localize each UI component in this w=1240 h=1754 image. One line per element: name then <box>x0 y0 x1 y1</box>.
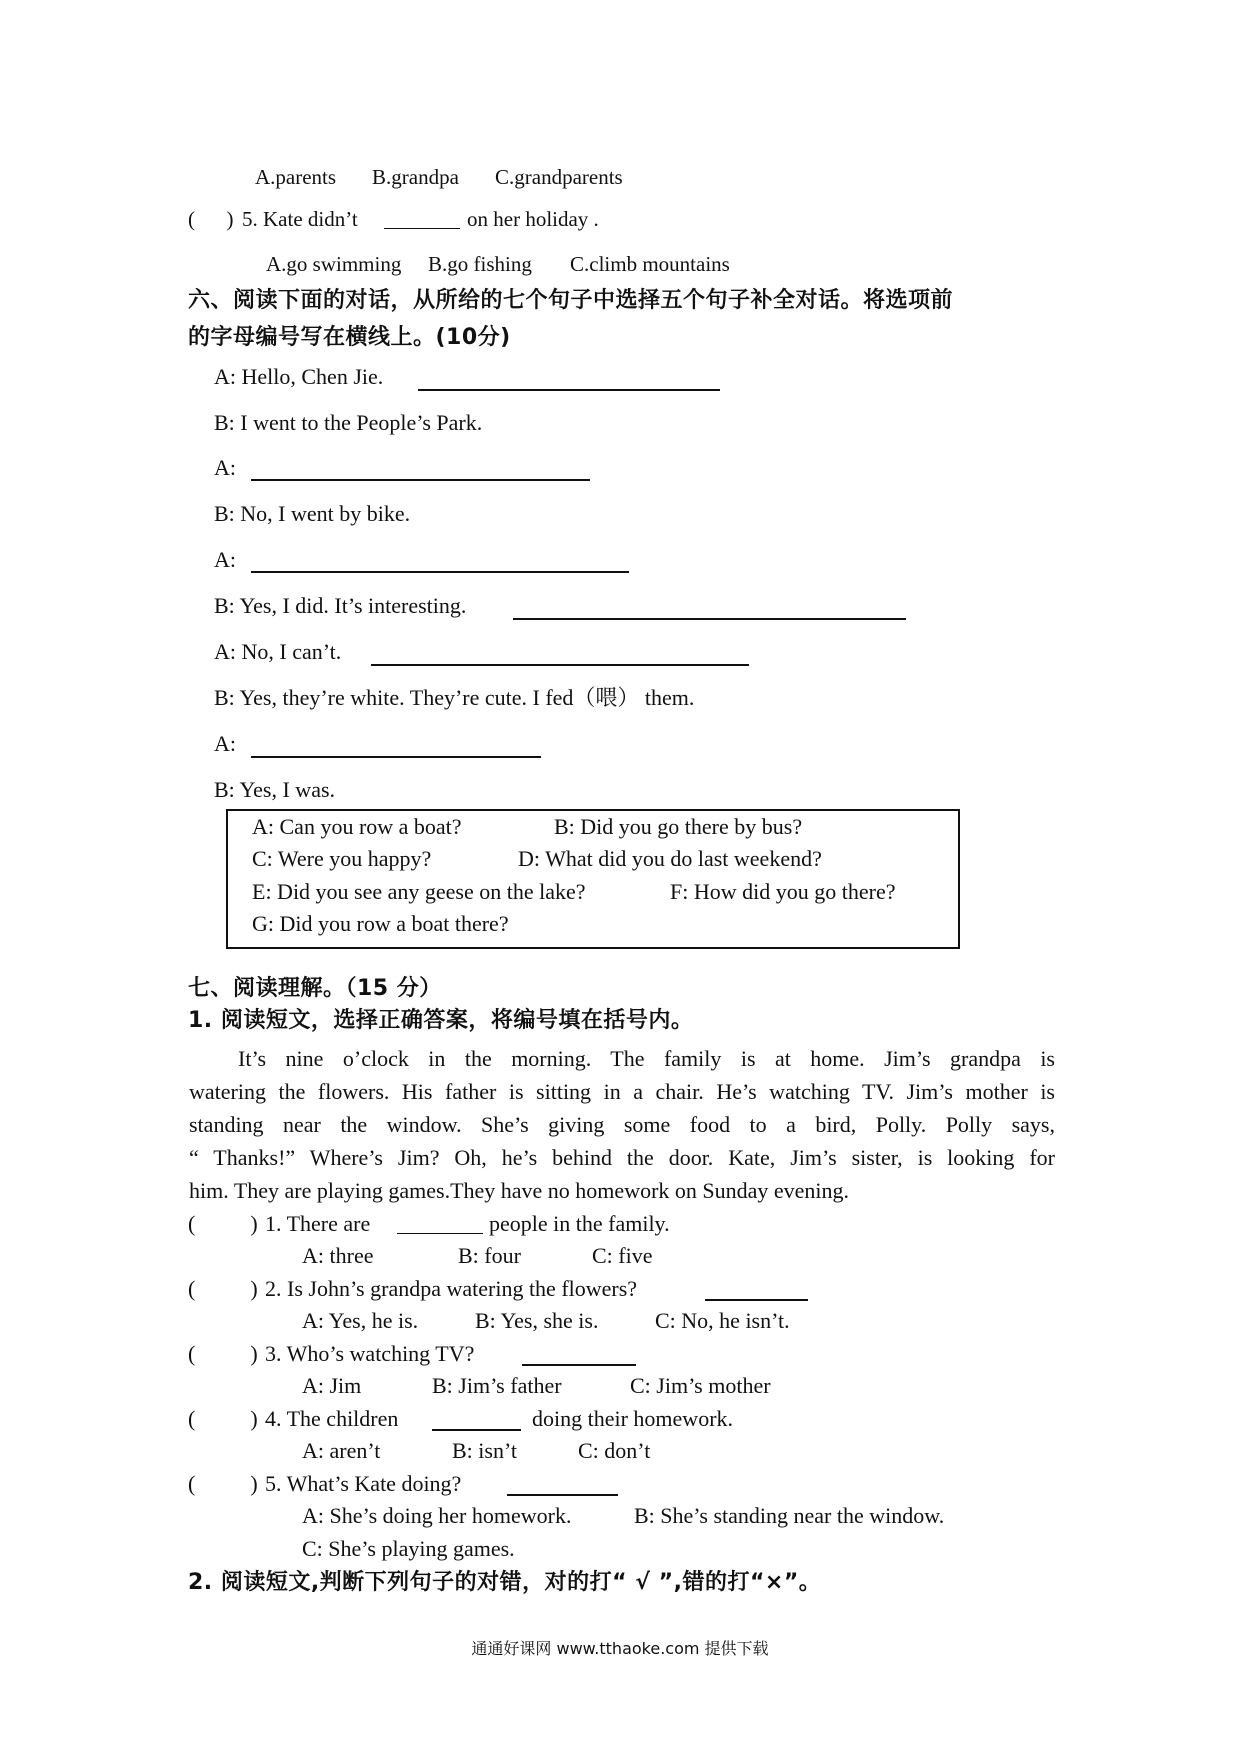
passage-line-3: standing near the window. She’s giving some food to a bird, Polly. Polly says, <box>189 1112 1055 1137</box>
footer-credit: 通通好课网 www.tthaoke.com 提供下载 <box>471 1639 769 1658</box>
q2-prefix: 2. Is John’s grandpa watering the flowers? <box>265 1276 638 1301</box>
option-e: E: Did you see any geese on the lake? <box>252 879 586 904</box>
q4-paren: ( ) <box>188 1406 258 1431</box>
q1-suffix: people in the family. <box>489 1211 670 1236</box>
q5-paren: ( ) <box>188 1471 258 1496</box>
q3-prefix: 3. Who’s watching TV? <box>265 1341 475 1366</box>
answer-blank-2 <box>251 479 590 481</box>
option-a: A: Can you row a boat? <box>252 814 462 839</box>
q5-prefix: 5. What’s Kate doing? <box>265 1471 462 1496</box>
q4-option-c: C: don’t <box>578 1438 651 1463</box>
dialogue-line-10: B: Yes, I was. <box>214 777 336 802</box>
q5-answer-blank <box>507 1494 618 1496</box>
q2-option-b: B: Yes, she is. <box>475 1308 599 1333</box>
dialogue-line-9: A: <box>214 731 236 756</box>
q2-option-a: A: Yes, he is. <box>302 1308 419 1333</box>
passage-line-1: It’s nine o’clock in the morning. The family is at home. Jim’s grandpa is <box>238 1046 1055 1071</box>
q1-paren: ( ) <box>188 1211 258 1236</box>
answer-blank-3 <box>251 571 629 573</box>
dialogue-line-6: B: Yes, I did. It’s interesting. <box>214 593 467 618</box>
part6-header-line1: 六、阅读下面的对话，从所给的七个句子中选择五个句子补全对话。将选项前 <box>188 288 954 313</box>
q4-suffix: doing their homework. <box>532 1406 734 1431</box>
dialogue-line-7: A: No, I can’t. <box>214 639 342 664</box>
answer-blank-6 <box>251 756 541 758</box>
q3-option-b: B: Jim’s father <box>432 1373 562 1398</box>
dialogue-line-2: B: I went to the People’s Park. <box>214 410 483 435</box>
q4-option-a: A.parents <box>255 165 337 189</box>
passage-line-4: “ Thanks!” Where’s Jim? Oh, he’s behind the door. Kate, Jim’s sister, is looking for <box>189 1145 1055 1170</box>
q5-suffix: on her holiday . <box>467 207 599 231</box>
q5-option-c: C: She’s playing games. <box>302 1536 515 1561</box>
q5-option-a: A: She’s doing her homework. <box>302 1503 572 1528</box>
dialogue-line-5: A: <box>214 547 236 572</box>
q5-prefix: 5. Kate didn’t <box>242 207 358 231</box>
q4-option-c: C.grandparents <box>495 165 623 189</box>
part7-sub1-header: 1. 阅读短文，选择正确答案，将编号填在括号内。 <box>188 1008 694 1033</box>
q5-option-c: C.climb mountains <box>570 252 730 276</box>
answer-blank-4 <box>513 618 906 620</box>
part7-header: 七、阅读理解。（15 分） <box>188 976 442 1001</box>
q1-option-b: B: four <box>458 1243 521 1268</box>
option-c: C: Were you happy? <box>252 846 432 871</box>
q3-option-c: C: Jim’s mother <box>630 1373 771 1398</box>
dialogue-line-3: A: <box>214 455 236 480</box>
q3-option-a: A: Jim <box>302 1373 362 1398</box>
q1-prefix: 1. There are <box>265 1211 371 1236</box>
q5-blank <box>384 228 460 229</box>
answer-blank-5 <box>371 664 749 666</box>
option-b: B: Did you go there by bus? <box>554 814 803 839</box>
q4-option-b: B.grandpa <box>372 165 459 189</box>
dialogue-line-4: B: No, I went by bike. <box>214 501 411 526</box>
option-f: F: How did you go there? <box>670 879 896 904</box>
q4-option-a: A: aren’t <box>302 1438 381 1463</box>
passage-line-5: him. They are playing games.They have no homework on Sunday evening. <box>189 1178 850 1203</box>
q2-paren: ( ) <box>188 1276 258 1301</box>
q5-option-a: A.go swimming <box>266 252 402 276</box>
passage-line-2: watering the flowers. His father is sitting in a chair. He’s watching TV. Jim’s mother is <box>189 1079 1055 1104</box>
part6-header-line2: 的字母编号写在横线上。(10分) <box>188 325 511 350</box>
answer-blank-1 <box>418 389 720 391</box>
dialogue-line-1: A: Hello, Chen Jie. <box>214 364 384 389</box>
q1-option-c: C: five <box>592 1243 653 1268</box>
option-d: D: What did you do last weekend? <box>518 846 822 871</box>
q3-paren: ( ) <box>188 1341 258 1366</box>
q2-option-c: C: No, he isn’t. <box>655 1308 790 1333</box>
q3-blank <box>522 1364 636 1366</box>
part7-sub2-header: 2. 阅读短文,判断下列句子的对错，对的打“ √ ”,错的打“×”。 <box>188 1570 822 1595</box>
q4-prefix: 4. The children <box>265 1406 399 1431</box>
q4-option-b: B: isn’t <box>452 1438 518 1463</box>
option-g: G: Did you row a boat there? <box>252 911 509 936</box>
dialogue-line-8: B: Yes, they’re white. They’re cute. I fed（喂） them. <box>214 685 695 710</box>
q1-option-a: A: three <box>302 1243 374 1268</box>
q5-paren: ( ) <box>188 207 234 231</box>
q4-blank <box>432 1429 521 1431</box>
q5-option-b: B.go fishing <box>428 252 532 276</box>
q1-blank <box>397 1233 483 1234</box>
q5-option-b: B: She’s standing near the window. <box>634 1503 945 1528</box>
q2-blank <box>705 1299 808 1301</box>
